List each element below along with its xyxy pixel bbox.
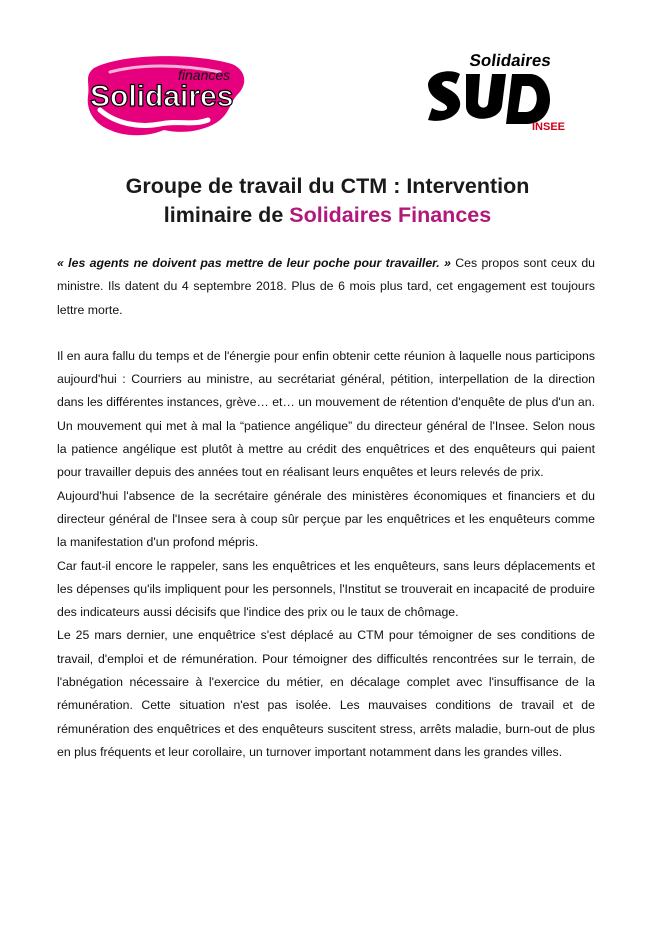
- paragraph-1-rest: Ces propos sont ceux du ministre. Ils datent du 4 septembre 2018. Plus de 6 mois plus tard, cet engagement est toujours lettre morte.: [57, 256, 595, 317]
- logo-right-sub: INSEE: [532, 121, 566, 133]
- title-line-1: Groupe de travail du CTM : Intervention: [125, 174, 530, 198]
- solidaires-finances-logo-graphic: [80, 50, 250, 140]
- title-accent: Solidaires Finances: [289, 203, 492, 227]
- paragraph-gap: [57, 322, 595, 345]
- paragraph-5: Le 25 mars dernier, une enquêtrice s'est déplacé au CTM pour témoigner de ses conditions de travail, d'emploi et de rémunération. Pour témoigner des difficultés rencontrées sur le terrain, de l'abnégation nécessaire à l'exercice du métier, en décalage complet avec l'insuffisance de la rémunération. Cette situation n'est pas isolée. Les mauvaises conditions de travail et de rémunération des enquêtrices et des enquêteurs suscitent stress, arrêts maladie, burn-out de plus en plus fréquents et leur corollaire, un turnover important notamment dans les grandes villes.: [57, 628, 595, 759]
- paragraph-1: [57, 252, 595, 322]
- logo-left-sub: finances: [178, 67, 231, 83]
- logo-right-sud-letters: [428, 71, 550, 124]
- paragraph-3: Aujourd'hui l'absence de la secrétaire générale des ministères économiques et financiers et du directeur général de l'Insee sera à coup sûr perçue par les enquêtrices et les enquêteurs comme la manifestation d'un profond mépris.: [57, 488, 595, 550]
- paragraph-4: Car faut-il encore le rappeler, sans les enquêtrices et les enquêteurs, sans leurs déplacements et les dépenses qu'ils impliquent pour les personnels, l'Institut se trouverait en incapacité de produire des indicateurs aussi décisifs que l'indice des prix ou le taux de chômage.: [57, 558, 595, 620]
- document-body: [57, 252, 595, 764]
- solidaires-finances-logo: [80, 50, 250, 140]
- minister-quote: « les agents ne doivent pas mettre de leur poche pour travailler. »: [57, 256, 451, 270]
- paragraph-2: Il en aura fallu du temps et de l'énergie pour enfin obtenir cette réunion à laquelle nous participons aujourd'hui : Courriers au ministre, au secrétariat général, pétition, interpellation de la direction dans les différentes instances, grève… et… un mouvement de rétention d'enquête de plus d'un an. Un mouvement qui met à mal la “patience angélique” du directeur général de l'Insee. Selon nous la patience angélique est plutôt à mettre au crédit des enquêtrices et des enquêteurs qui paient pour travailler depuis des années tout en réalisant leurs enquêtes et leurs relevés de prix.: [57, 348, 595, 480]
- logo-left-wordmark: Solidaires: [90, 80, 234, 113]
- solidaires-sud-insee-logo-graphic: [420, 44, 570, 134]
- document-title: [40, 172, 615, 230]
- title-line-2: [40, 201, 615, 230]
- logo-right-top: Solidaires: [468, 51, 553, 70]
- solidaires-sud-insee-logo: [420, 44, 570, 134]
- title-line-2-prefix: liminaire de: [163, 203, 290, 227]
